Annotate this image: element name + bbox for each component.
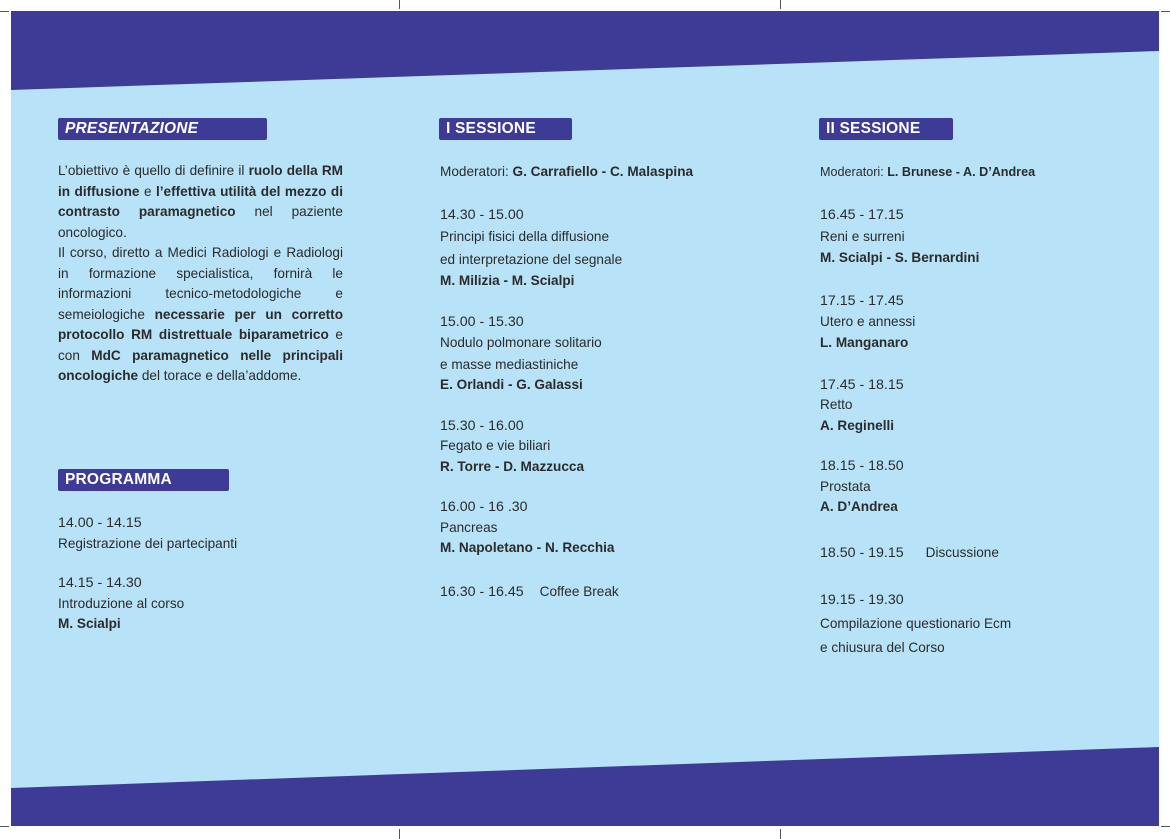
item-speakers: M. Napoletano - N. Recchia bbox=[440, 540, 615, 555]
item-time: 16.45 - 17.15 bbox=[820, 206, 904, 223]
paragraph-text: Il corso, diretto a Medici Radiologi e Radiologi in formazione specialistica, fornirà le informazioni tecnico-metodologiche e semeiologiche bbox=[58, 245, 343, 322]
item-time: 17.45 - 18.15 bbox=[820, 376, 904, 393]
presentazione-paragraph bbox=[58, 161, 343, 243]
emphasis-text: necessarie per un corretto protocollo RM distrettuale biparametrico bbox=[58, 306, 343, 342]
presentazione-text bbox=[58, 161, 343, 387]
closing-line: Compilazione questionario Ecm bbox=[820, 616, 1012, 631]
moderators-names: G. Carrafiello - C. Malaspina bbox=[512, 164, 694, 179]
emphasis-text: ruolo della RM in diffusione bbox=[58, 163, 344, 199]
crop-mark bbox=[399, 829, 400, 839]
item-time: 16.00 - 16 .30 bbox=[440, 499, 528, 515]
item-title: e masse mediastiniche bbox=[440, 356, 579, 372]
item-title: Introduzione al corso bbox=[58, 595, 185, 611]
sessione1-header: I SESSIONE bbox=[439, 118, 572, 140]
coffee-break bbox=[440, 582, 760, 603]
crop-mark bbox=[0, 826, 9, 827]
crop-mark bbox=[399, 0, 400, 9]
session-item bbox=[440, 312, 760, 396]
item-title: Reni e surreni bbox=[820, 229, 905, 244]
moderators-label: Moderatori: bbox=[820, 165, 888, 179]
moderators-names: L. Brunese - A. D’Andrea bbox=[887, 165, 1036, 179]
item-title: Principi fisici della diffusione bbox=[440, 229, 609, 244]
session-item bbox=[820, 291, 1150, 354]
session-item bbox=[820, 375, 1150, 437]
item-speakers: M. Milizia - M. Scialpi bbox=[440, 273, 575, 288]
item-time: 15.00 - 15.30 bbox=[440, 313, 524, 330]
programma-list bbox=[58, 513, 358, 635]
item-time: 18.15 - 18.50 bbox=[820, 458, 904, 474]
item-speakers: L. Manganaro bbox=[820, 335, 909, 350]
session-item bbox=[820, 456, 1150, 518]
item-speakers: M. Scialpi bbox=[58, 616, 121, 631]
emphasis-text: MdC paramagnetico nelle principali oncologiche bbox=[58, 347, 343, 383]
programma-item bbox=[58, 513, 358, 554]
presentazione-header: PRESENTAZIONE bbox=[58, 118, 267, 140]
presentazione-paragraph-2 bbox=[58, 243, 343, 387]
closing-line: e chiusura del Corso bbox=[820, 640, 945, 655]
programma-header: PROGRAMMA bbox=[58, 469, 229, 491]
item-speakers: E. Orlandi - G. Galassi bbox=[440, 377, 583, 392]
discussion bbox=[820, 543, 1150, 564]
item-time: 14.30 - 15.00 bbox=[440, 206, 524, 223]
moderators bbox=[820, 162, 1150, 183]
session-item bbox=[440, 497, 760, 559]
paragraph-text: nel paziente oncologico. bbox=[58, 204, 343, 240]
brochure-page bbox=[11, 11, 1159, 826]
emphasis-text: l’effettiva utilità del mezzo di contrasto paramagnetico bbox=[58, 183, 343, 219]
break-time: 16.30 - 16.45 bbox=[440, 583, 524, 600]
sessione2-list bbox=[820, 162, 1150, 660]
item-title: Nodulo polmonare solitario bbox=[440, 335, 602, 350]
item-speakers: A. D’Andrea bbox=[820, 499, 898, 514]
programma-item bbox=[58, 573, 358, 635]
paragraph-text: e bbox=[139, 183, 156, 199]
sessione2-header: II SESSIONE bbox=[819, 118, 953, 140]
crop-mark bbox=[780, 829, 781, 839]
sessione1-list bbox=[440, 162, 760, 602]
item-time: 14.15 - 14.30 bbox=[58, 575, 142, 591]
item-title: Registrazione dei partecipanti bbox=[58, 535, 238, 551]
paragraph-text: e con bbox=[58, 327, 343, 363]
item-time: 14.00 - 14.15 bbox=[58, 515, 142, 531]
moderators-label: Moderatori: bbox=[440, 164, 513, 179]
item-title: Retto bbox=[820, 397, 853, 412]
item-title: Fegato e vie biliari bbox=[440, 438, 551, 453]
item-title: ed interpretazione del segnale bbox=[440, 252, 623, 267]
session-item bbox=[440, 205, 760, 292]
item-time: 15.30 - 16.00 bbox=[440, 417, 524, 434]
item-speakers: M. Scialpi - S. Bernardini bbox=[820, 250, 980, 265]
item-title: Pancreas bbox=[440, 519, 498, 535]
crop-mark bbox=[780, 0, 781, 9]
crop-mark bbox=[1161, 826, 1170, 827]
crop-mark bbox=[0, 11, 9, 12]
item-speakers: A. Reginelli bbox=[820, 417, 895, 433]
moderators bbox=[440, 162, 760, 183]
paragraph-text: del torace e della’addome. bbox=[138, 368, 302, 383]
paragraph-text: L’obiettivo è quello di definire il bbox=[58, 163, 249, 178]
closing-time: 19.15 - 19.30 bbox=[820, 592, 904, 608]
item-speakers: R. Torre - D. Mazzucca bbox=[440, 458, 585, 474]
discussion-label: Discussione bbox=[925, 544, 999, 560]
item-title: Prostata bbox=[820, 478, 871, 494]
closing bbox=[820, 588, 1150, 660]
crop-mark bbox=[1161, 11, 1170, 12]
session-item bbox=[820, 205, 1150, 269]
break-label: Coffee Break bbox=[539, 583, 619, 599]
discussion-time: 18.50 - 19.15 bbox=[820, 544, 904, 561]
item-title: Utero e annessi bbox=[820, 314, 916, 329]
session-item bbox=[440, 416, 760, 478]
item-time: 17.15 - 17.45 bbox=[820, 292, 904, 309]
